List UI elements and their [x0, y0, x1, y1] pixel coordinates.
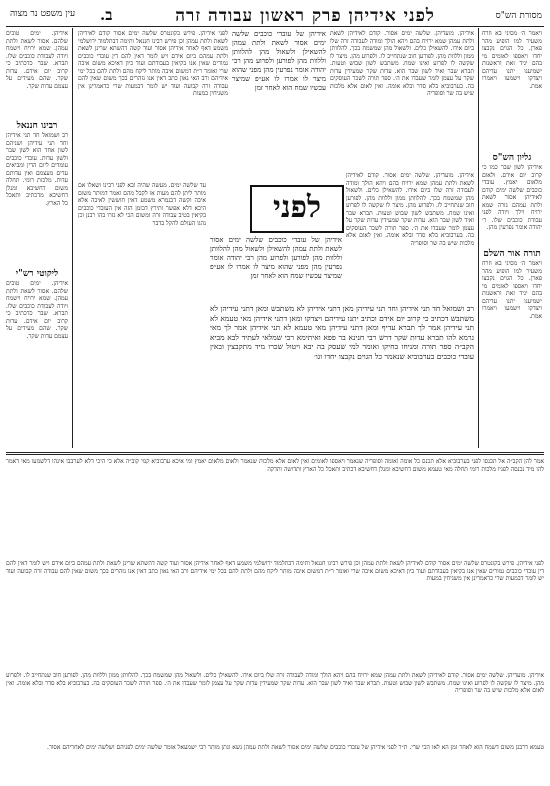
bottom-note: טעמא דרבנן משום דשמח הוא לאחר זמן הא לאו הכי שרי. ת״ר לפני אידיהן של עובדי כוכבים שלשה ימים אסור לשאת ולתת עמהן נשא ונתן מותר רבי ישמעאל אומר שלשה ימים לפניהם ושלשה ימים לאחריהם אסור. — [47, 744, 544, 751]
right-margin-divider — [478, 28, 479, 448]
left-margin-divider — [72, 28, 73, 448]
mishnah-text: אידיהן של עובדי כוכבים שלשה ימים אסור לשאת ולתת עמהן להשאילן ולשאול מהן להלוותן וללוות מהן לפורען ולפרוע מהן רבי יהודה אומר נפרעין מהן מפני שהוא מיצר לו אמרו לו אע״פ שמיצר עכשיו שמח הוא לאחר זמן — [210, 236, 342, 280]
ein-mishpat-header: עין משפט נר מצוה — [10, 9, 76, 19]
torah-or-notes: ויאמר ה׳ מסיני בא וזרח משעיר למו הופיע מהר פארן. כל הגוים נקבצו יחדו ויאספו לאומים מי בהם יגיד זאת וראשנות ישמיענו יתנו עדיהם ויצדקו וישמעו ויאמרו אמת. — [482, 260, 542, 320]
rabbenu-chananel-text: רב ושמואל חד תני אידיהן וחד תני עידיהן ושניהם לשון אחד הוא לשון שבר ולשון עדות. עובדי כוכבים עומדים ליום הדין ומביאים עדים מעצמם ואין עדותם עדות. מלכות רומי. תחלה משום דחשיבא ומנלן דחשיבא מדכתיב ותאכל כל הארץ. — [6, 132, 68, 207]
rashi-bottom: אידיהן. מועדיהן. שלשה ימים אסור. קודם לאידיהן לשאת ולתת עמהן שמא ירויח בהם ויהא הולך ומודה לעבודה זרה שלו ביום אידו. להשאילן כלים. ולשאול מהן שמשמח בכך. להלוותן ממון וללוות מהן. לפורען חוב שנתחייב לו. ולפרוע מהן. מיצר לו שקשה לו לפרוע ואינו שמח. משתבש לשון שבוש וטעות. תברא שבר ואיד לשון שבר הוא. עדות שקר שמעידין עדות שקר על עצמן לומר שעבדו את ה׳. ספר תורה לשכר העוסקים בה. בערבוביא בלא סדר ובלא אומה. ואין לאום אלא מלכות שיש בה שר וסופריה — [6, 672, 544, 694]
torah-or-label: תורה אור השלם — [483, 249, 541, 259]
gemara-continuation: אמר להן הקב״ה אל תכנסו לפני בערבוביא אלא תכנס כל אומה ואומה וסופריה שנאמר ויאספו לאומים ואין לאום אלא מלכות שנאמר ולאום מלאום יאמץ ומי איכא ערבוביא קמי קוב״ה אלא כי היכי דלא לערבבו אינהו דלשמעו מאי דאמר להו מיד נכנסה לפניו מלכות רומי תחלה מאי טעמא משום דחשיבא ומנלן דחשיבא דכתיב ותאכל כל הארץ ותדושה ותדקה — [6, 458, 544, 473]
header-rule — [6, 26, 544, 27]
rabbenu-chananel-label: רבינו חננאל — [16, 121, 58, 131]
page-number: ב. — [100, 6, 113, 24]
likkutei-rashi-text: אידיהן. ימים טובים שלהם. אסור לשאת ולתת עמהן. שמא ירויח וישמח ויודה לעבודת כוכבים שלו. תברא. שבר כדכתיב כי קרוב יום אידם. עדות שקר. שהם מעידים על עצמם עדות שקר. — [6, 280, 68, 340]
opening-word: לפני — [250, 185, 344, 233]
gilyon-notes: אידיהן לשון שבר כמו כי קרוב יום אידם. ולאום מלאום יאמץ. עובדי כוכבים שלשה ימים קודם לאידיהן אסור לשאת ולתת עמהם גזרה שמא ירויח וילך ויודה לפני עבודת כוכבים שלו. ר׳ יהודה אומר נפרעין מהן. — [482, 164, 542, 231]
tosafot-side: עד שלשה ימים. מעשה שהיה ובא לפני רבינו ושאלו אם מותר ליתן להם מעות או לקבל מהם ואמר דמותר משום איבה וקשה דבגמרא משמע דאין חוששין לאיבה אלא היכא דלא אפשר ותירץ דבזמן הזה אין העובדי כוכבים בקיאין בטיב עבודה זרה ומשום הכי לא גזרו בהו רבנן וכן נהגו העולם להקל בדבר — [78, 182, 206, 227]
section-divider — [6, 452, 544, 455]
rashi-commentary-mid: אידיהן. מועדיהן. שלשה ימים אסור. קודם לאידיהן לשאת ולתת עמהן שמא ירויח בהם ויהא הולך ומודה לעבודה זרה שלו ביום אידו. להשאילן כלים. ולשאול מהן שמשמח בכך. להלוותן ממון וללוות מהן. לפורען חוב שנתחייב לו. ולפרוע מהן. מיצר לו שקשה לו לפרוע ואינו שמח. משתבש לשון שבוש וטעות. תברא שבר ואיד לשון שבר הוא. עדות שקר שמעידין עדות שקר על עצמן לומר שעבדו את ה׳. ספר תורה לשכר העוסקים בה. בערבוביא בלא סדר ובלא אומה. ואין לאום אלא מלכות שיש בה שר וסופריה — [346, 172, 474, 247]
tosafot-bottom: לפני אידיהן. פירש בקונטרס שלשה ימים אסור קודם לאידיהן לשאת ולתת עמהן וכן פירש רבינו חננאל ותימה דבתלמוד ירושלמי משמע דאף לאחר אידיהן אסור ועוד קשה דהשתא שרינן לשאת ולתת עמהם ביום אידם ויש לומר דאין להם דין עובדי כוכבים גמורים שאין אנו בקיאין בעבודתם ועוד כיון דאיכא משום איבה שרי ואומר ר״ת דמשום איבה מותר ליקח מהם ולתת להם בכל ימי אידיהם ורב האי גאון כתב דאין אנו נזהרים בכך משום שאין להם עבודה זרה קבועה ועוד יש לומר דבמעות שרי כדאמרינן אין משגיחין במעות — [6, 560, 544, 582]
likkutei-rashi-label: ליקוטי רש"י — [15, 269, 59, 279]
masoret-notes: ויאמר ה׳ מסיני בא וזרח משעיר למו הופיע מהר פארן. כל הגוים נקבצו יחדו ויאספו לאומים מי בהם יגיד זאת וראשנות ישמיענו יתנו עדיהם ויצדקו וישמעו ויאמרו אמת. — [482, 30, 542, 90]
rashi-commentary-top: אידיהן. מועדיהן. שלשה ימים אסור. קודם לאידיהן לשאת ולתת עמהן שמא ירויח בהם ויהא הולך ומודה לעבודה זרה שלו ביום אידו. להשאילן כלים. ולשאול מהן שמשמח בכך. להלוותן ממון וללוות מהן. לפורען חוב שנתחייב לו. ולפרוע מהן. מיצר לו שקשה לו לפרוע ואינו שמח. משתבש לשון שבוש וטעות. תברא שבר ואיד לשון שבר הוא. עדות שקר שמעידין עדות שקר על עצמן לומר שעבדו את ה׳. ספר תורה לשכר העוסקים בה. בערבוביא בלא סדר ובלא אומה. ואין לאום אלא מלכות שיש בה שר וסופריה — [330, 30, 474, 97]
gemara-text: רב ושמואל חד תני אידיהן וחד תני עידיהן מאן דתני אידיהן לא משתבש ומאן דתני עידיהן לא משתבש דכתיב כי קרוב יום אידם וכתיב יתנו עידיהם ויצדקו ומאן דתני אידיהן מאי טעמא לא תני עידיהן אמר לך תברא עדיף ומאן דתני עידיהן מאי טעמא לא תני אידיהן אמר לך מאי גרמא להו תברא עדות שקר דרש רבי חנינא בר פפא ואיתימא רבי שמלאי לעתיד לבא מביא הקב״ה ספר תורה ומניחו בחיקו ואומר למי שעסק בה יבא ויטול שכרו מיד מתקבצין ובאין עובדי כוכבים בערבוביא שנאמר כל הגוים נקבצו יחדו וגו׳ — [210, 304, 474, 361]
masoret-header: מסורת הש"ס — [495, 11, 542, 21]
page-title: לפני אידיהן פרק ראשון עבודה זרה — [175, 6, 435, 26]
ein-mishpat-notes: אידיהן. ימים טובים שלהם. אסור לשאת ולתת עמהן. שמא ירויח וישמח ויודה לעבודת כוכבים שלו. תברא. שבר כדכתיב כי קרוב יום אידם. עדות שקר. שהם מעידים על עצמם עדות שקר. — [6, 30, 68, 90]
gilyon-label: גליון הש"ס — [492, 153, 532, 163]
tosafot-top: לפני אידיהן. פירש בקונטרס שלשה ימים אסור קודם לאידיהן לשאת ולתת עמהן וכן פירש רבינו חננאל ותימה דבתלמוד ירושלמי משמע דאף לאחר אידיהן אסור ועוד קשה דהשתא שרינן לשאת ולתת עמהם ביום אידם ויש לומר דאין להם דין עובדי כוכבים גמורים שאין אנו בקיאין בעבודתם ועוד כיון דאיכא משום איבה שרי ואומר ר״ת דמשום איבה מותר ליקח מהם ולתת להם בכל ימי אידיהם ורב האי גאון כתב דאין אנו נזהרים בכך משום שאין להם עבודה זרה קבועה ועוד יש לומר דבמעות שרי כדאמרינן אין משגיחין במעות — [78, 30, 228, 97]
mishnah-top: אידיהן של עובדי כוכבים שלשה ימים אסור לשאת ולתת עמהן להשאילן ולשאול מהן להלוותן וללוות מהן לפורען ולפרוע מהן רבי יהודה אומר נפרעין מהן מפני שהוא מיצר לו אמרו לו אע״פ שמיצר עכשיו שמח הוא לאחר זמן — [232, 30, 326, 92]
